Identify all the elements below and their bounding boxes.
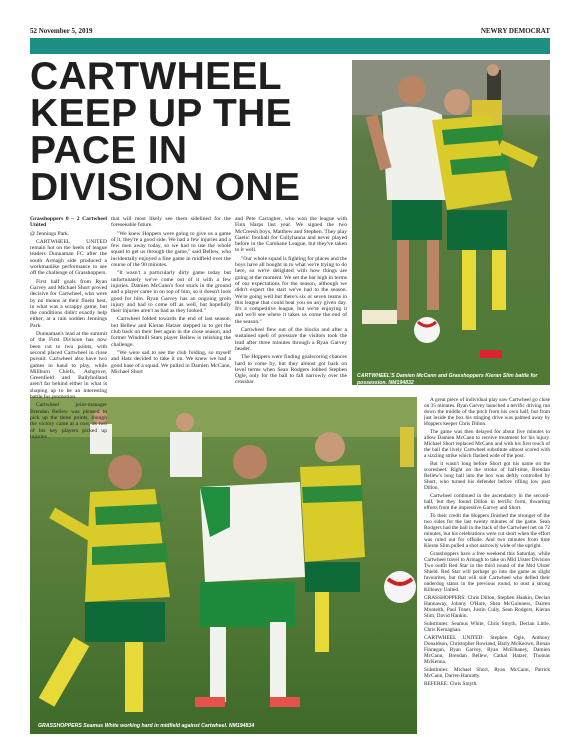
paragraph: Cartwheel joint-manager Brendan Bellew was pleased to pick up the three points, though the victory came at a cost, as two of his key players picked up injuries: [30, 402, 107, 440]
paragraph: Cartwheel continued in the ascendancy in the second-half, but they found Dillon in terrific form, thwarting efforts from the impressive Garvey and Short.: [424, 493, 550, 511]
paragraph: Cartwheel flew out of the blocks and after a sustained spell of pressure the visitors took the lead after three minutes through a Ryan Garvey header.: [235, 327, 347, 352]
team-line: GRASSHOPPERS: Chris Dillon, Stephen Hankin, Declan Hannaway, Johnny O'Hare, Shea McGuinness, Darren Monteith, Paul Toner, Justin Cully, Sean Rodgers, Kieran Slim, David Hankin.: [424, 595, 550, 619]
page-header: [30, 27, 550, 38]
paper-name: NEWRY DEMOCRAT: [480, 27, 550, 35]
paragraph: Dunnaman's lead at the summit of the First Division has now been cut to two points, with second placed Cartwheel in close pursuit. Cartwheel also have two games in hand to play, while Millburn Chiefs, Ashgrove, Greenfield and Ballyholland aren't far behind either in what is shaping up to be an interesting battle for promotion.: [30, 331, 107, 401]
paragraph: The Hoppers were finding goalscoring chances hard to come by, but they almost got back on level terms when Sean Rodgers lobbed Stephen Ogle, only for the ball to fall narrowly over the crossbar.: [235, 354, 347, 386]
photo1-caption: CARTWHEEL'S Damien McCann and Grasshoppers Kieran Slim battle for possession. NM194832: [357, 373, 538, 385]
photo-top-right: [352, 60, 550, 385]
paragraph: "Our whole squad is fighting for places and the boys have all bought in to what we're trying to do here, so we're delighted with how things are going at the moment. We set the bar high in terms of our expectations for the season, although we didn't expect the start we've had to the season. We're going well but there's six or seven teams in this league that could beat you on any given day. It's a competitive league, but we're enjoying it and we'll see where it takes us come the end of the season.": [235, 255, 347, 325]
paragraph: "It wasn't a particularly dirty game today but unfortunately we've come out of it with a few injuries. Damien McCann's foot stuck in the ground and a player came in on top of him, so it doesn't look good for him. Ryan Garvey has an ongoing groin injury and had to come off as well, but hopefully their injuries aren't as bad as they looked.": [111, 270, 231, 315]
score-line: Grasshoppers 0 – 2 Cartwheel United: [30, 216, 107, 229]
headline-line: PACE IN: [30, 129, 188, 172]
team-line: REFEREE: Chris Smyth.: [424, 681, 478, 687]
page-date: 52 November 5, 2019: [30, 27, 93, 35]
paragraph: To their credit the Hoppers finished the stronger of the two sides for the last twenty minutes of the game. Sean Rodgers had the ball in the back of the Cartwheel net on 72 minutes, but his celebrations were cut short when the effort was ruled out for offside. And two minutes from time Kieran Slim pulled a shot narrowly wide of the upright.: [424, 513, 550, 549]
article-column-3: [235, 216, 347, 388]
headline-line: KEEP UP THE: [30, 92, 292, 135]
team-line: CARTWHEEL UNITED: Stephen Ogle, Anthony Donaldson, Christopher Rowland, Barry McKeown, Ronan Finnegan, Ryan Garvey, Ryan McElhaney, Damien McCann, Brendan Bellew, Cathal Hatzer, Thomas McKenna.: [424, 635, 550, 665]
paragraph: that will most likely see them sidelined for the foreseeable future.: [111, 216, 231, 229]
paragraph: Cartwheel folded towards the end of last season, but Bellew and Kieran Hatzer stepped in to get the club back on their feet again in the close season, and former Windmill Stars player Bellew is relishing the challenge.: [111, 316, 231, 348]
paragraph: and Pete Carragher, who won the league with Finn Harps last year. We signed the two McCreesh boys, Matthew and Stephen. They play Gaelic football for Cullyhanna and never played before in the Carnbane League, but they've taken to it well.: [235, 216, 347, 254]
photo2-caption: GRASSHOPPERS Seamus White working hard in midfield against Cartwheel. NM194834: [38, 723, 255, 729]
article-column-4: [424, 397, 550, 689]
paragraph: But it wasn't long before Short got his name on the scoresheet. Right on the stroke of half-time, Brendan Bellew's long ball into the box was deftly controlled by Short, who turned his defender before rifling low past Dillon.: [424, 461, 550, 491]
paragraph: A great piece of individual play saw Cartwheel go close on 35 minutes. Ryan Garvey launched a terrific driving run down the middle of the pitch from his own half, but from just inside the box his stinging drive was palmed away by Hoppers keeper Chris Dillon.: [424, 397, 550, 427]
paragraph: First half goals from Ryan Garvey and Michael Short proved decisive for Cartwheel, who were by no means at their fluent best, in what was a scrappy game, but the conditions didn't exactly help either, at a rain sodden Jennings Park.: [30, 278, 107, 329]
team-line: Substitutes: Michael Short, Ryan McCann, Patrick McCann, Darren Hanratty.: [424, 667, 550, 679]
paragraph: "We knew Hoppers were going to give us a game of it, they're a good side. We had a few injuries and a few men away today, so we had to use the whole squad to get us through the game," said Bellew, who incidentally enjoyed a fine game in midfield over the course of the 90 minutes.: [111, 230, 231, 269]
paragraph: CARTWHEEL UNITED remain hot on the heels of league leaders Dunnaman FC after the south Armagh side produced a workmanlike performance to see off the challenge of Grasshoppers.: [30, 238, 107, 277]
headline-line: DIVISION ONE: [30, 166, 301, 209]
headline-line: CARTWHEEL: [30, 55, 282, 98]
paragraph: Grasshoppers have a free weekend this Saturday, while Cartwheel travel to Armagh to take on Mid Ulster Division Two outfit Red Star in the third round of the Mid Ulster Shield. Red Star will perhaps go into the game as slight favourites, but that will suit Cartwheel who defied their underdog status in the previous round, to oust a strong Killeavy United.: [424, 551, 550, 593]
paragraph: "We were sad to see the club folding, so myself and Hatz decided to take it on. We knew we had a good base of a squad. We pulled in Damien McCann, Michael Short: [111, 349, 231, 375]
headline: [30, 55, 348, 209]
section-band: [30, 38, 550, 54]
paragraph: The game was then delayed for about five minutes to allow Damien McCann to receive treatment for his injury. Michael Short replaced McCann and with his first touch of the ball the lively Cartwheel substitute almost scored with a sizzling strike which flashed wide of the post.: [424, 429, 550, 459]
photo-bottom-left: [30, 397, 417, 734]
venue-line: @ Jennings Park.: [30, 230, 70, 237]
team-line: Substitutes: Seamus White, Chris Smyth, Declan Little, Chris Kernaghan.: [424, 621, 550, 633]
article-column-2: [111, 216, 231, 377]
article-column-1: [30, 216, 107, 442]
